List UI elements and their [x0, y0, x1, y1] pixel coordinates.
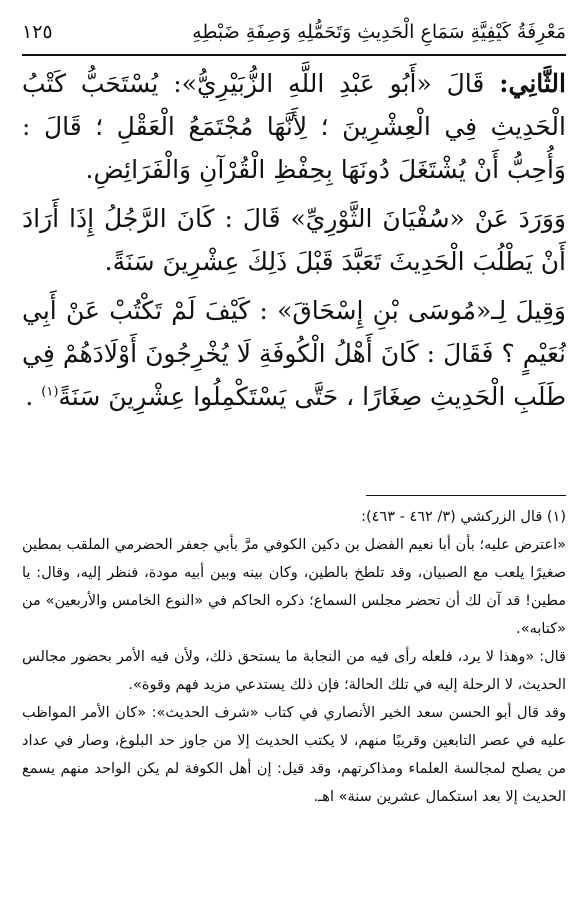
paragraph-1	[22, 62, 566, 191]
header-rule	[22, 54, 566, 56]
chapter-title: مَعْرِفَةُ كَيْفِيَّةِ سَمَاعِ الْحَدِيثِ وَتَحَمُّلِهِ وَصِفَةِ ضَبْطِهِ	[192, 21, 566, 43]
paragraph-1-text: قَالَ «أَبُو عَبْدِ اللَّهِ الزُّبَيْرِيُّ»: يُسْتَحَبُّ كَتْبُ الْحَدِيثِ فِي الْعِشْرِينَ ؛ لِأَنَّهَا مُجْتَمَعُ الْعَقْلِ ؛ قَالَ : وَأُحِبُّ أَنْ يُشْتَغَلَ دُونَهَا بِحِفْظِ الْقُرْآنِ وَالْفَرَائِضِ.	[22, 69, 566, 184]
paragraph-3	[22, 289, 566, 418]
footnote-separator	[366, 495, 566, 496]
footnote-line-1: (١) قال الزركشي (٣/ ٤٦٢ - ٤٦٣):	[361, 509, 566, 525]
footnote-paragraph-2: قال: «وهذا لا يرد، فلعله رأى فيه من النجابة ما يستحق ذلك، ولأن فيه الأمر بحضور مجالس الحديث، لا الرحلة إليه في تلك الحالة؛ فإن ذلك يستدعي مزيد فهم وقوة».	[22, 649, 566, 693]
footnote-paragraph-1: «اعترض عليه؛ بأن أبا نعيم الفضل بن دكين الكوفي مرَّ بأبي جعفر الحضرمي الملقب بمطين صغيرًا يلعب مع الصبيان، وقد تلطخ بالطين، وكان بينه وبين أبيه مودة، فنظر إليه، وقال: يا مطين! قد آن لك أن تحضر مجلس السماع؛ ذكره الحاكم في «النوع الخامس والأربعين» من «كتابه».	[22, 537, 566, 637]
paragraph-3-text: وَقِيلَ لِـ«مُوسَى بْنِ إِسْحَاقَ» : كَيْفَ لَمْ تَكْتُبْ عَنْ أَبِي نُعَيْمٍ ؟ فَقَالَ : كَانَ أَهْلُ الْكُوفَةِ لَا يُخْرِجُونَ أَوْلَادَهُمْ فِي طَلَبِ الْحَدِيثِ صِغَارًا ، حَتَّى يَسْتَكْمِلُوا عِشْرِينَ سَنَةً	[22, 296, 566, 411]
main-text	[22, 62, 566, 424]
footnotes	[22, 503, 566, 811]
footnote-paragraph-3: وقد قال أبو الحسن سعد الخير الأنصاري في كتاب «شرف الحديث»: «كان الأمر المواظب عليه في عصر التابعين وقريبًا منهم، لا يكتب الحديث إلا من جاوز حد البلوغ، وصار في عداد من يصلح لمجالسة العلماء ومذاكرتهم، وقد قيل: إن أهل الكوفة لم يكن الواحد منهم يسمع الحديث إلا بعد استكمال عشرين سنة» اهـ.	[22, 705, 566, 805]
paragraph-lead: الثَّانِي:	[499, 69, 566, 98]
paragraph-2: وَوَرَدَ عَنْ «سُفْيَانَ الثَّوْرِيِّ» قَالَ : كَانَ الرَّجُلُ إِذَا أَرَادَ أَنْ يَطْلُبَ الْحَدِيثَ تَعَبَّدَ قَبْلَ ذَلِكَ عِشْرِينَ سَنَةً.	[22, 204, 566, 276]
page-number: ١٢٥	[22, 21, 53, 43]
footnote-marker[interactable]: (١)	[41, 384, 59, 400]
paragraph-3-end: .	[25, 382, 42, 411]
running-header	[22, 12, 566, 52]
